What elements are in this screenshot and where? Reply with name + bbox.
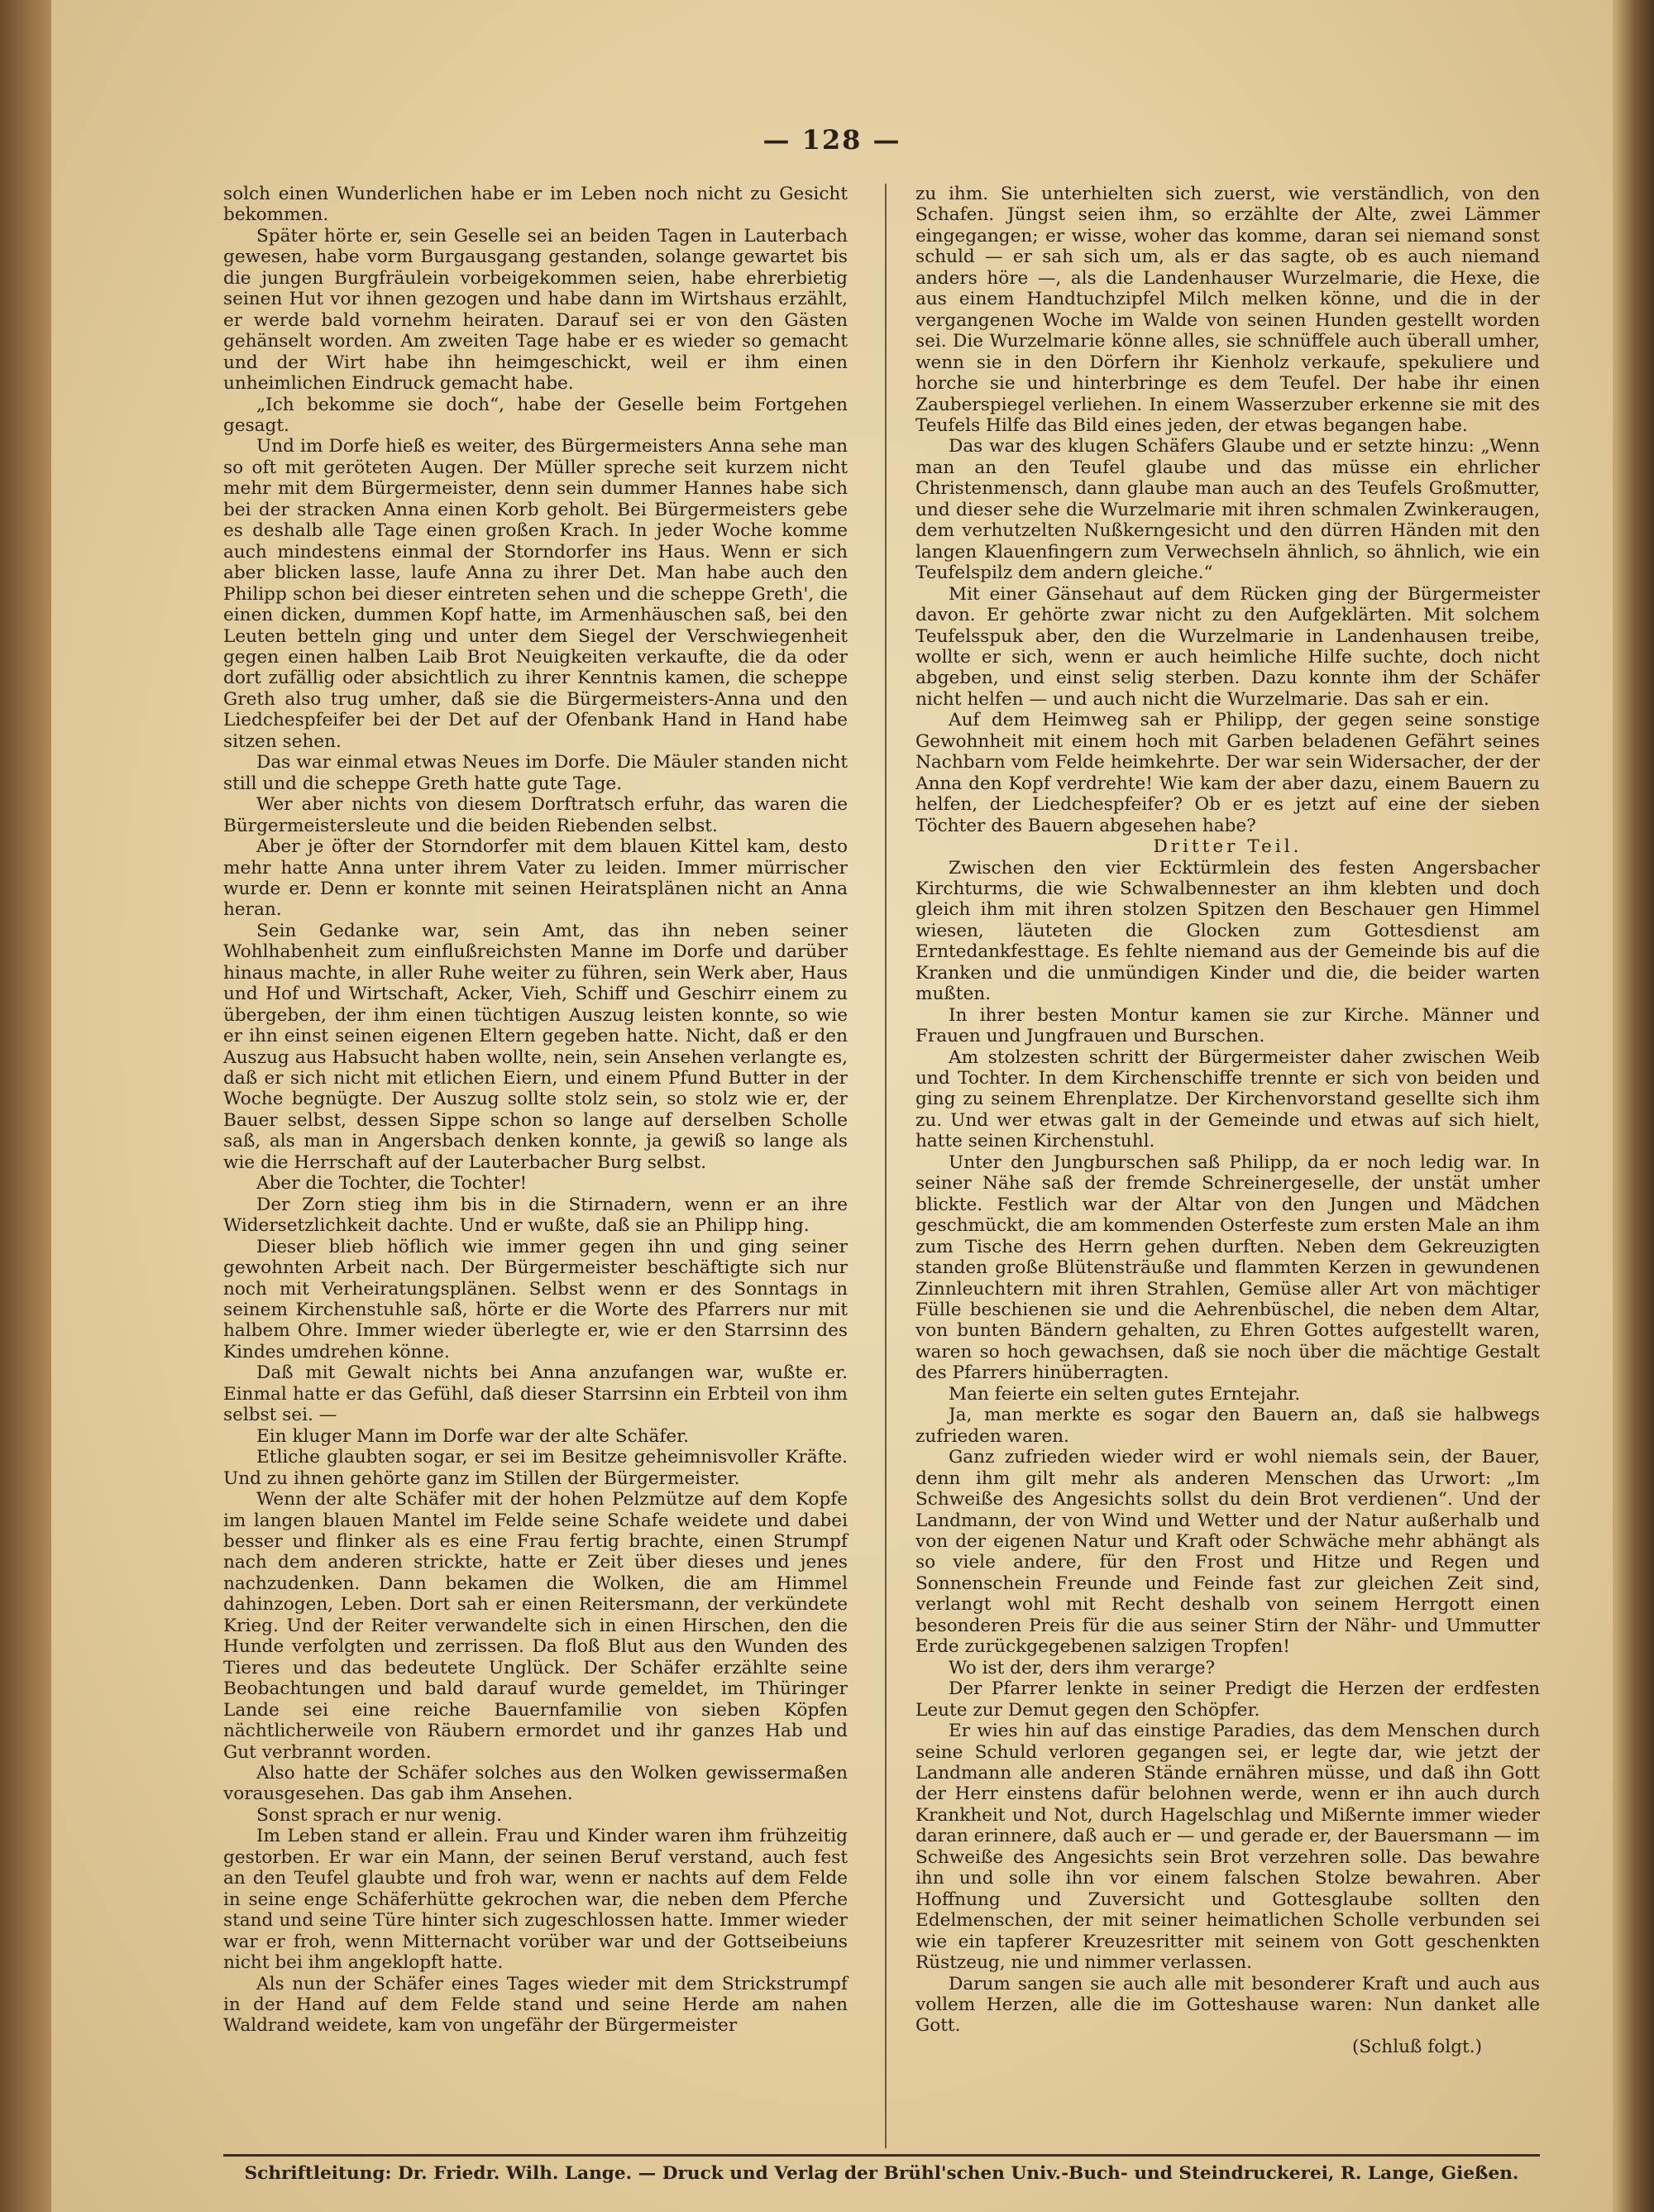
paragraph: Aber die Tochter, die Tochter! [256,1173,528,1195]
paragraph: Der Pfarrer lenkte in seiner Predigt die Herzen der erdfesten Leute zur Demut gegen den Schöpfer. [915,1678,1540,1721]
book-binding [0,0,51,2212]
paragraph: Darum sangen sie auch alle mit besonderer Kraft und auch aus vollem Herzen, alle die im Gotteshause waren: Nun danket alle Gott. [915,1973,1540,2037]
paragraph: Wo ist der, ders ihm verarge? [949,1657,1216,1678]
paragraph: zu ihm. Sie unterhielten sich zuerst, wie verständlich, von den Schafen. Jüngst seien ihm, so erzählte der Alte, zwei Lämmer eingegangen; er wisse, woher das komme, daran sei niemand sonst schuld — er sah sich um, als er das sagte, ob es auch niemand anders höre —, als die Landenhauser Wurzelmarie, die Hexe, die aus einem Handtuchzipfel Milch melken könne, und die in der vergangenen Woche im Walde von seinen Hunden gestellt worden sei. Die Wurzelmarie könne alles, sie schnüffele auch überall umher, wenn sie in den Dörfern ihr Kienholz verkaufe, spekuliere und horche sie und hinterbringe es dem Teufel. Der habe ihr einen Zauberspiegel verliehen. In einem Wasserzuber erkenne sie mit des Teufels Hilfe das Bild eines jeden, der etwas begangen habe. [915,184,1540,436]
paragraph: Der Zorn stieg ihm bis in die Stirnadern, wenn er an ihre Widersetzlichkeit dachte. Und er wußte, daß sie an Philipp hing. [223,1194,848,1237]
paragraph: Auf dem Heimweg sah er Philipp, der gegen seine sonstige Gewohnheit mit einem hoch mit Garben beladenen Gefährt seines Nachbarn vom Felde heimkehrte. Der war sein Widersacher, der der Anna den Kopf verdrehte! Wie kam der aber dazu, einem Bauern zu helfen, der Liedchespfeifer? Ob er es jetzt auf eine der sieben Töchter des Bauern abgesehen habe? [915,710,1540,836]
paragraph: Mit einer Gänsehaut auf dem Rücken ging der Bürgermeister davon. Er gehörte zwar nicht zu den Aufgeklärten. Mit solchem Teufelsspuk aber, den die Wurzelmarie in Landenhausen treibe, wollte er sich, wenn er auch heimliche Hilfe suchte, doch nicht abgeben, und einst selig sterben. Dazu konnte ihm der Schäfer nicht helfen — und auch nicht die Wurzelmarie. Das sah er ein. [915,583,1540,710]
paragraph: Unter den Jungburschen saß Philipp, da er noch ledig war. In seiner Nähe saß der fremde Schreinergeselle, der unstät umher blickte. Festlich war der Altar von den Jungen und Mädchen geschmückt, die am kommenden Osterfeste zum ersten Male an ihm zum Tische des Herrn gehen durften. Neben dem Gekreuzigten standen große Blütensträuße und flammten Kerzen in gewundenen Zinnleuchtern mit ihren Strahlen, Gemüse aller Art von mächtiger Fülle beschienen sie und die Aehrenbüschel, die neben dem Altar, von bunten Bändern gehalten, zu Ehren Gottes aufgestellt waren, waren so hoch gewachsen, daß sie noch über die mächtige Gestalt des Pfarrers hinüberragten. [915,1151,1540,1384]
paragraph: Sonst sprach er nur wenig. [256,1804,503,1826]
text-column-left [223,184,848,2037]
column-divider [885,184,887,2148]
footer-rule [223,2154,1540,2157]
text-column-right [915,184,1540,2057]
paragraph: Ja, man merkte es sogar den Bauern an, daß sie halbwegs zufrieden waren. [915,1405,1540,1447]
continuation-note: (Schluß folgt.) [1351,2036,1482,2057]
paragraph: Aber je öfter der Storndorfer mit dem blauen Kittel kam, desto mehr hatte Anna unter ihrem Vater zu leiden. Immer mürrischer wurde er. Denn er konnte mit seinen Heiratsplänen nicht an Anna heran. [223,836,848,921]
next-page-edge [1613,0,1654,2212]
paragraph: Zwischen den vier Ecktürmlein des festen Angersbacher Kirchturms, die wie Schwalbennester an ihm klebten und doch gleich ihm mit ihren stolzen Spitzen den Beschauer gen Himmel wiesen, läuteten die Glocken zum Gottesdienst am Erntedankfesttage. Es fehlte niemand aus der Gemeinde bis auf die Kranken und die unmündigen Kinder und die, die beider warten mußten. [915,857,1540,1005]
paragraph: In ihrer besten Montur kamen sie zur Kirche. Männer und Frauen und Jungfrauen und Burschen. [915,1004,1540,1047]
paragraph: Daß mit Gewalt nichts bei Anna anzufangen war, wußte er. Einmal hatte er das Gefühl, daß dieser Starrsinn ein Erbteil von ihm selbst sei. — [223,1362,848,1426]
paragraph: Sein Gedanke war, sein Amt, das ihn neben seiner Wohlhabenheit zum einflußreichsten Manne im Dorfe und darüber hinaus machte, in aller Ruhe weiter zu führen, sein Werk aber, Haus und Hof und Wirtschaft, Acker, Vieh, Schiff und Geschirr einem zu übergeben, der ihm einen tüchtigen Auszug leisten konnte, so wie er ihn einst seinen eigenen Eltern gegeben hatte. Nicht, daß er den Auszug aus Habsucht haben wollte, nein, sein Ansehen verlangte es, daß er sich nicht mit etlichen Eiern, und einem Pfund Butter in der Woche begnügte. Der Auszug sollte stolz sein, so stolz wie er, der Bauer selbst, dessen Sippe schon so lange auf derselben Scholle saß, als man in Angersbach denken konnte, ja gewiß so lange als wie die Herrschaft auf der Lauterbacher Burg selbst. [223,920,848,1173]
section-heading: Dritter Teil. [1153,836,1303,858]
imprint-line: Schriftleitung: Dr. Friedr. Wilh. Lange. — Druck und Verlag der Brühl'schen Univ.-Buch- und Steindruckerei, R. Lange, Gießen. [244,2163,1519,2184]
paragraph: Als nun der Schäfer eines Tages wieder mit dem Strickstrumpf in der Hand auf dem Felde stand und seine Herde am nahen Waldrand weidete, kam von ungefähr der Bürgermeister [223,1973,848,2037]
paragraph: Etliche glaubten sogar, er sei im Besitze geheimnisvoller Kräfte. Und zu ihnen gehörte ganz im Stillen der Bürgermeister. [223,1447,848,1489]
paragraph: Wenn der alte Schäfer mit der hohen Pelzmütze auf dem Kopfe im langen blauen Mantel im Felde seine Schafe weidete und dabei besser und flinker als es eine Frau fertig brachte, einen Strumpf nach dem anderen strickte, hatte er Zeit über dieses und jenes nachzudenken. Dann bekamen die Wolken, die am Himmel dahinzogen, Leben. Dort sah er einen Reitersmann, der verkündete Krieg. Und der Reiter verwandelte sich in einen Hirschen, den die Hunde verfolgten und zerrissen. Da floß Blut aus den Wunden des Tieres und das bedeutete Unglück. Der Schäfer erzählte seine Beobachtungen und bald darauf wurde gemeldet, im Thüringer Lande sei eine reiche Bauernfamilie von sieben Köpfen nächtlicherweile von Räubern ermordet und ihr ganzes Hab und Gut verbrannt worden. [223,1489,848,1763]
paragraph: solch einen Wunderlichen habe er im Leben noch nicht zu Gesicht bekommen. [223,184,848,226]
paragraph: Also hatte der Schäfer solches aus den Wolken gewissermaßen vorausgesehen. Das gab ihm Ansehen. [223,1762,848,1805]
paragraph: Später hörte er, sein Geselle sei an beiden Tagen in Lauterbach gewesen, habe vorm Burgausgang gestanden, solange gewartet bis die jungen Burgfräulein vorbeigekommen seien, habe ehrerbietig seinen Hut vor ihnen gezogen und habe dann im Wirtshaus erzählt, er werde bald vornehm heiraten. Darauf sei er von den Gästen gehänselt worden. Am zweiten Tage habe er es wieder so gemacht und der Wirt habe ihn heimgeschickt, weil er ihm einen unheimlichen Eindruck gemacht habe. [223,225,848,395]
paragraph: Und im Dorfe hieß es weiter, des Bürgermeisters Anna sehe man so oft mit geröteten Augen. Der Müller spreche seit kurzem nicht mehr mit dem Bürgermeister, denn sein dummer Hannes habe sich bei der stracken Anna einen Korb geholt. Bei Bürgermeisters gebe es deshalb alle Tage einen großen Krach. In jeder Woche komme auch mindestens einmal der Storndorfer ins Haus. Wenn er sich aber blicken lasse, laufe Anna zu ihrer Det. Man habe auch den Philipp schon bei dieser eintreten sehen und die scheppe Greth', die einen dicken, dummen Kopf hatte, im Armenhäuschen saß, bei den Leuten betteln ging und unter dem Siegel der Verschwiegenheit gegen einen halben Laib Brot Neuigkeiten verkaufte, die da oder dort zufällig oder absichtlich zu ihrer Kenntnis kamen, die scheppe Greth also trug umher, daß sie die Bürgermeisters-Anna und den Liedchespfeifer bei der Det auf der Ofenbank Hand in Hand habe sitzen sehen. [223,436,848,752]
paragraph: Wer aber nichts von diesem Dorftratsch erfuhr, das waren die Bürgermeistersleute und die beiden Riebenden selbst. [223,794,848,836]
paragraph: „Ich bekomme sie doch“, habe der Geselle beim Fortgehen gesagt. [223,394,848,436]
paragraph: Ein kluger Mann im Dorfe war der alte Schäfer. [256,1425,689,1447]
page-number: — 128 — [762,124,901,156]
paragraph: Er wies hin auf das einstige Paradies, das dem Menschen durch seine Schuld verloren gegangen sei, er legte dar, wie jetzt der Landmann alle anderen Stände ernähren müsse, und daß ihn Gott der Herr einstens dafür belohnen werde, wenn er ihn auch durch Krankheit und Not, durch Hagelschlag und Mißernte immer wieder daran erinnere, daß auch er — und gerade er, der Bauersmann — im Schweiße des Angesichts sein Brot verzehren solle. Das bewahre ihn und solle ihn vor einem falschen Stolze bewahren. Aber Hoffnung und Zuversicht und Gottesglaube sollten den Edelmenschen, der mit seiner heimatlichen Scholle verbunden sei wie ein tapferer Kreuzesritter mit seinem von Gott geschenkten Rüstzeug, nie und nimmer verlassen. [915,1721,1540,1974]
paragraph: Ganz zufrieden wieder wird er wohl niemals sein, der Bauer, denn ihm gilt mehr als anderen Menschen das Urwort: „Im Schweiße des Angesichts sollst du dein Brot verdienen“. Und der Landmann, der von Wind und Wetter und der Natur außerhalb und von der eigenen Natur und Kraft oder Schwäche mehr abhängt als so viele andere, für den Frost und Hitze und Regen und Sonnenschein Freunde und Feinde fast zur gleichen Zeit sind, verlangt wohl mit Recht deshalb von seinem Herrgott einen besonderen Preis für die aus seiner Stirn der Nähr- und Ummutter Erde zurückgegebenen salzigen Tropfen! [915,1447,1540,1658]
paragraph: Man feierte ein selten gutes Erntejahr. [949,1383,1301,1405]
paragraph: Am stolzesten schritt der Bürgermeister daher zwischen Weib und Tochter. In dem Kirchenschiffe trennte er sich von beiden und ging zu seinem Ehrenplatze. Der Kirchenvorstand gesellte sich ihm zu. Und wer etwas galt in der Gemeinde und etwas auf sich hielt, hatte seinen Kirchenstuhl. [915,1046,1540,1152]
paragraph: Dieser blieb höflich wie immer gegen ihn und ging seiner gewohnten Arbeit nach. Der Bürgermeister beschäftigte sich nur noch mit Verheiratungsplänen. Selbst wenn er des Sonntags in seinem Kirchenstuhle saß, hörte er die Worte des Pfarrers nur mit halbem Ohre. Immer wieder überlegte er, wie er den Starrsinn des Kindes umdrehen könne. [223,1236,848,1362]
paragraph: Im Leben stand er allein. Frau und Kinder waren ihm frühzeitig gestorben. Er war ein Mann, der seinen Beruf verstand, auch fest an den Teufel glaubte und froh war, wenn er nachts auf dem Felde in seine enge Schäferhütte gekrochen war, die neben dem Pferche stand und seine Türe hinter sich zugeschlossen hatte. Immer wieder war er froh, wenn Mitternacht vorüber war und der Gottseibeiuns nicht bei ihm angeklopft hatte. [223,1826,848,1974]
paragraph: Das war einmal etwas Neues im Dorfe. Die Mäuler standen nicht still und die scheppe Greth hatte gute Tage. [223,752,848,794]
paragraph: Das war des klugen Schäfers Glaube und er setzte hinzu: „Wenn man an den Teufel glaube und das müsse ein ehrlicher Christenmensch, dann glaube man auch an des Teufels Großmutter, und dieser sehe die Wurzelmarie mit ihren schmalen Zwinkeraugen, dem verhutzelten Nußkerngesicht und den dürren Händen mit den langen Klauenfingern zum Verwechseln ähnlich, so ähnlich, wie ein Teufelspilz dem andern gleiche.“ [915,436,1540,584]
